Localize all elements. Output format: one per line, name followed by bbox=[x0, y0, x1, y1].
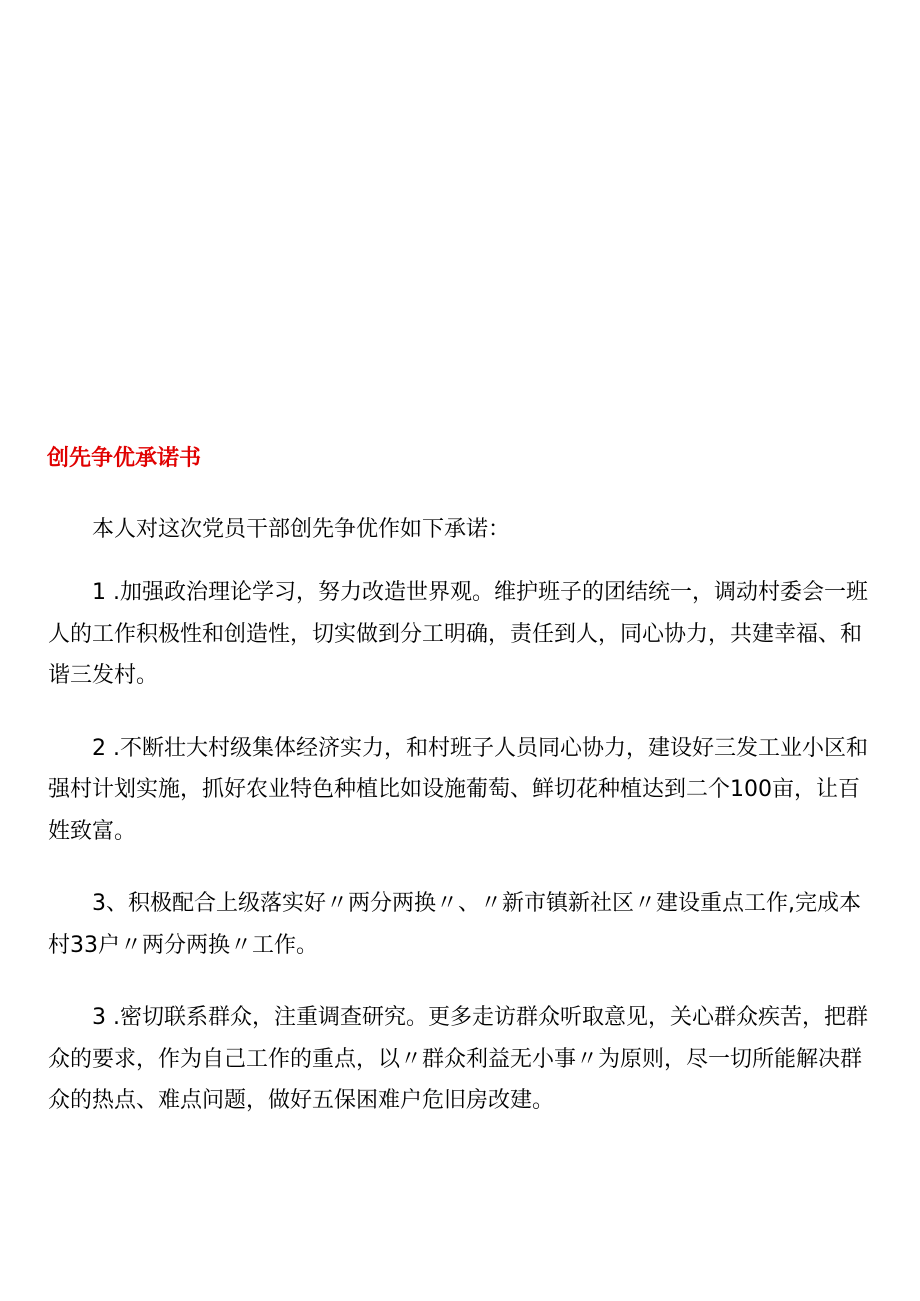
commitment-paragraph-4: 3 .密切联系群众，注重调查研究。更多走访群众听取意见，关心群众疾苦，把群众的要求，作为自己工作的重点，以〃群众利益无小事〃为原则，尽一切所能解决群众的热点、难点问题，做好五保困难户危旧房改建。 bbox=[48, 1005, 868, 1113]
intro-paragraph: 本人对这次党员干部创先争优作如下承诺： bbox=[92, 517, 511, 542]
commitment-paragraph-2: 2 .不断壮大村级集体经济实力，和村班子人员同心协力，建设好三发工业小区和强村计划实施，抓好农业特色种植比如设施葡萄、鲜切花种植达到二个100亩，让百姓致富。 bbox=[48, 735, 868, 844]
commitment-paragraph-1: 1 .加强政治理论学习，努力改造世界观。维护班子的团结统一，调动村委会一班人的工作积极性和创造性，切实做到分工明确，责任到人，同心协力，共建幸福、和谐三发村。 bbox=[48, 580, 868, 688]
commitment-paragraph-3: 3、积极配合上级落实好〃两分两换〃、〃新市镇新社区〃建设重点工作,完成本村33户〃两分两换〃工作。 bbox=[48, 891, 861, 958]
document-title: 创先争优承诺书 bbox=[47, 446, 202, 471]
document-body bbox=[48, 512, 878, 1153]
